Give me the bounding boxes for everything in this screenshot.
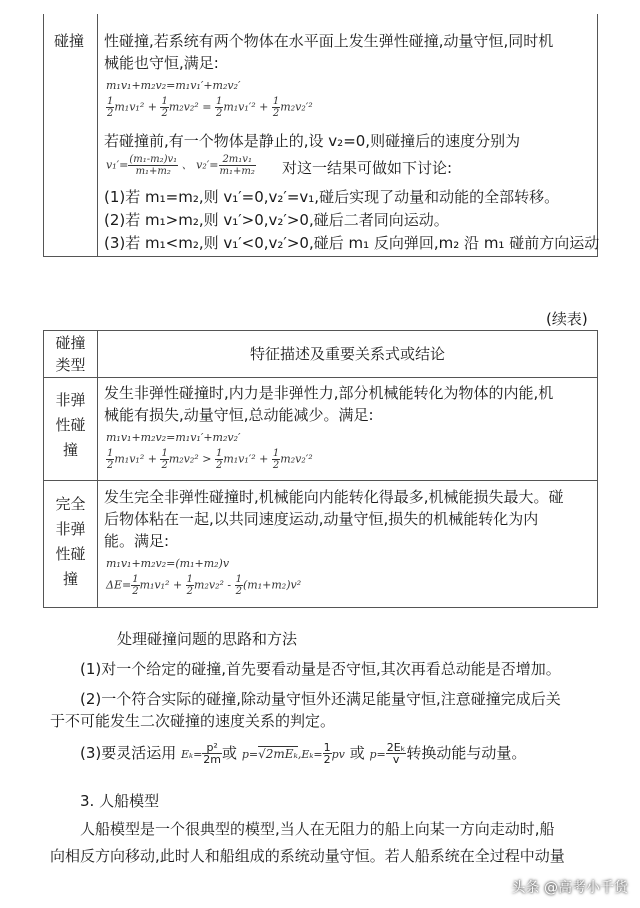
row1-label: 非弹 性碰 撞	[55, 391, 86, 459]
paragraph-2-line1: (2)一个符合实际的碰撞,除动量守恒外还满足能量守恒,注意碰撞完成后关	[80, 690, 561, 708]
top-table-right-border	[597, 14, 598, 256]
fraction: $\frac{1}{2}$	[272, 96, 280, 119]
fraction: $\frac{1}{2}$	[132, 574, 139, 597]
table-row-border	[43, 480, 598, 481]
paragraph-1: (1)对一个给定的碰撞,首先要看动量是否守恒,其次再看总动能是否增加。	[80, 660, 561, 678]
table-header-border	[43, 377, 598, 378]
top-table-divider	[97, 14, 98, 256]
fraction: $\frac{1}{2}$	[186, 574, 194, 597]
top-discussion-2: (2)若 m₁>m₂,则 v₁′>0,v₂′>0,碰后二者同向运动。	[104, 211, 449, 229]
row1-line2: 械能有损失,动量守恒,总动能减少。满足:	[104, 406, 374, 424]
top-row-label: 碰撞	[54, 32, 85, 50]
fraction: $\frac{1}{2}$	[161, 96, 168, 119]
table-divider	[97, 330, 98, 608]
continued-label: (续表)	[546, 310, 588, 328]
row2-label: 完全 非弹 性碰 撞	[55, 495, 86, 588]
section-heading: 处理碰撞问题的思路和方法	[117, 630, 298, 648]
top-formula-momentum: m₁v₁+m₂v₂=m₁v₁′+m₂v₂′	[106, 79, 241, 92]
top-table-left-border	[43, 14, 44, 256]
row2-line1: 发生完全非弹性碰撞时,机械能向内能转化得最多,机械能损失最大。碰	[104, 488, 564, 506]
fraction: $\frac{1}{2}$	[107, 96, 114, 119]
row1-formula-momentum: m₁v₁+m₂v₂=m₁v₁′+m₂v₂′	[106, 431, 241, 444]
top-line-2: 械能也守恒,满足:	[104, 54, 219, 72]
paragraph-3: (3)要灵活运用 Eₖ= $\frac{\text{p²}}{2m}$ 或 p=√2mEₖ,Eₖ= $\frac{1}{2}$ pv 或 p= $\frac{\text{2Eₖ}}{v}$ 转换动能与动量。	[80, 741, 527, 766]
table-top-border	[43, 330, 598, 331]
fraction: $\frac{1}{2}$	[161, 448, 168, 471]
top-formula-energy: $\frac{1}{2}$ m₁v₁² + $\frac{1}{2}$ m₂v₂² = $\frac{1}{2}$ m₁v₁′² + $\frac{1}{2}$ m₂v₂′²	[107, 96, 313, 119]
fraction: $\frac{1}{2}$	[215, 448, 223, 471]
top-line-3: 若碰撞前,有一个物体是静止的,设 v₂=0,则碰撞后的速度分别为	[104, 132, 521, 150]
top-formula-velocities: v₁′= $\frac{\text{(m₁-m₂)v₁}}{\text{m₁+m₂}}$ 、 v₂′= $\frac{\text{2m₁v₁}}{\text{m₁+m₂}}$	[106, 154, 255, 177]
row2-line3: 能。满足:	[104, 532, 170, 550]
header-description: 特征描述及重要关系式或结论	[249, 345, 445, 363]
row1-formula-energy: $\frac{1}{2}$ m₁v₁² + $\frac{1}{2}$ m₂v₂² > $\frac{1}{2}$ m₁v₁′² + $\frac{1}{2}$ m₂v₂′²	[107, 448, 313, 471]
heading-3: 3. 人船模型	[80, 792, 160, 810]
fraction: $\frac{\text{2Eₖ}}{v}$	[386, 741, 406, 766]
fraction: $\frac{1}{2}$	[323, 741, 331, 766]
fraction: $\frac{1}{2}$	[235, 574, 243, 597]
fraction: $\frac{1}{2}$	[215, 96, 223, 119]
top-line-discussion: 对这一结果可做如下讨论:	[282, 159, 453, 177]
table-bottom-border	[43, 607, 598, 608]
fraction: $\frac{\text{p²}}{2m}$	[203, 741, 222, 766]
row2-formula-momentum: m₁v₁+m₂v₂=(m₁+m₂)v	[106, 557, 230, 570]
fraction: $\frac{\text{(m₁-m₂)v₁}}{\text{m₁+m₂}}$	[129, 154, 178, 177]
row1-line1: 发生非弹性碰撞时,内力是非弹性力,部分机械能转化为物体的内能,机	[104, 384, 554, 402]
header-type: 碰撞 类型	[55, 334, 86, 374]
fraction: $\frac{1}{2}$	[107, 448, 114, 471]
fraction: $\frac{1}{2}$	[272, 448, 280, 471]
watermark: 头条 @高考小千货	[511, 880, 628, 896]
table-right-border	[597, 330, 598, 608]
top-discussion-1: (1)若 m₁=m₂,则 v₁′=0,v₂′=v₁,碰后实现了动量和动能的全部转移。	[104, 188, 560, 206]
paragraph-2-line2: 于不可能发生二次碰撞的速度关系的判定。	[50, 712, 336, 730]
row2-formula-energy-loss: ΔE= $\frac{1}{2}$ m₁v₁² + $\frac{1}{2}$ m₂v₂² - $\frac{1}{2}$ (m₁+m₂)v²	[106, 574, 302, 597]
row2-line2: 后物体粘在一起,以共同速度运动,动量守恒,损失的机械能转化为内	[104, 510, 539, 528]
paragraph-4-line2: 向相反方向移动,此时人和船组成的系统动量守恒。若人船系统在全过程中动量	[50, 847, 565, 865]
top-discussion-3: (3)若 m₁<m₂,则 v₁′<0,v₂′>0,碰后 m₁ 反向弹回,m₂ 沿 m₁ 碰前方向运动	[104, 234, 600, 252]
top-line-1: 性碰撞,若系统有两个物体在水平面上发生弹性碰撞,动量守恒,同时机	[104, 32, 554, 50]
fraction: $\frac{\text{2m₁v₁}}{\text{m₁+m₂}}$	[219, 154, 255, 177]
paragraph-4-line1: 人船模型是一个很典型的模型,当人在无阻力的船上向某一方向走动时,船	[80, 820, 555, 838]
top-table-bottom-border	[43, 256, 598, 257]
